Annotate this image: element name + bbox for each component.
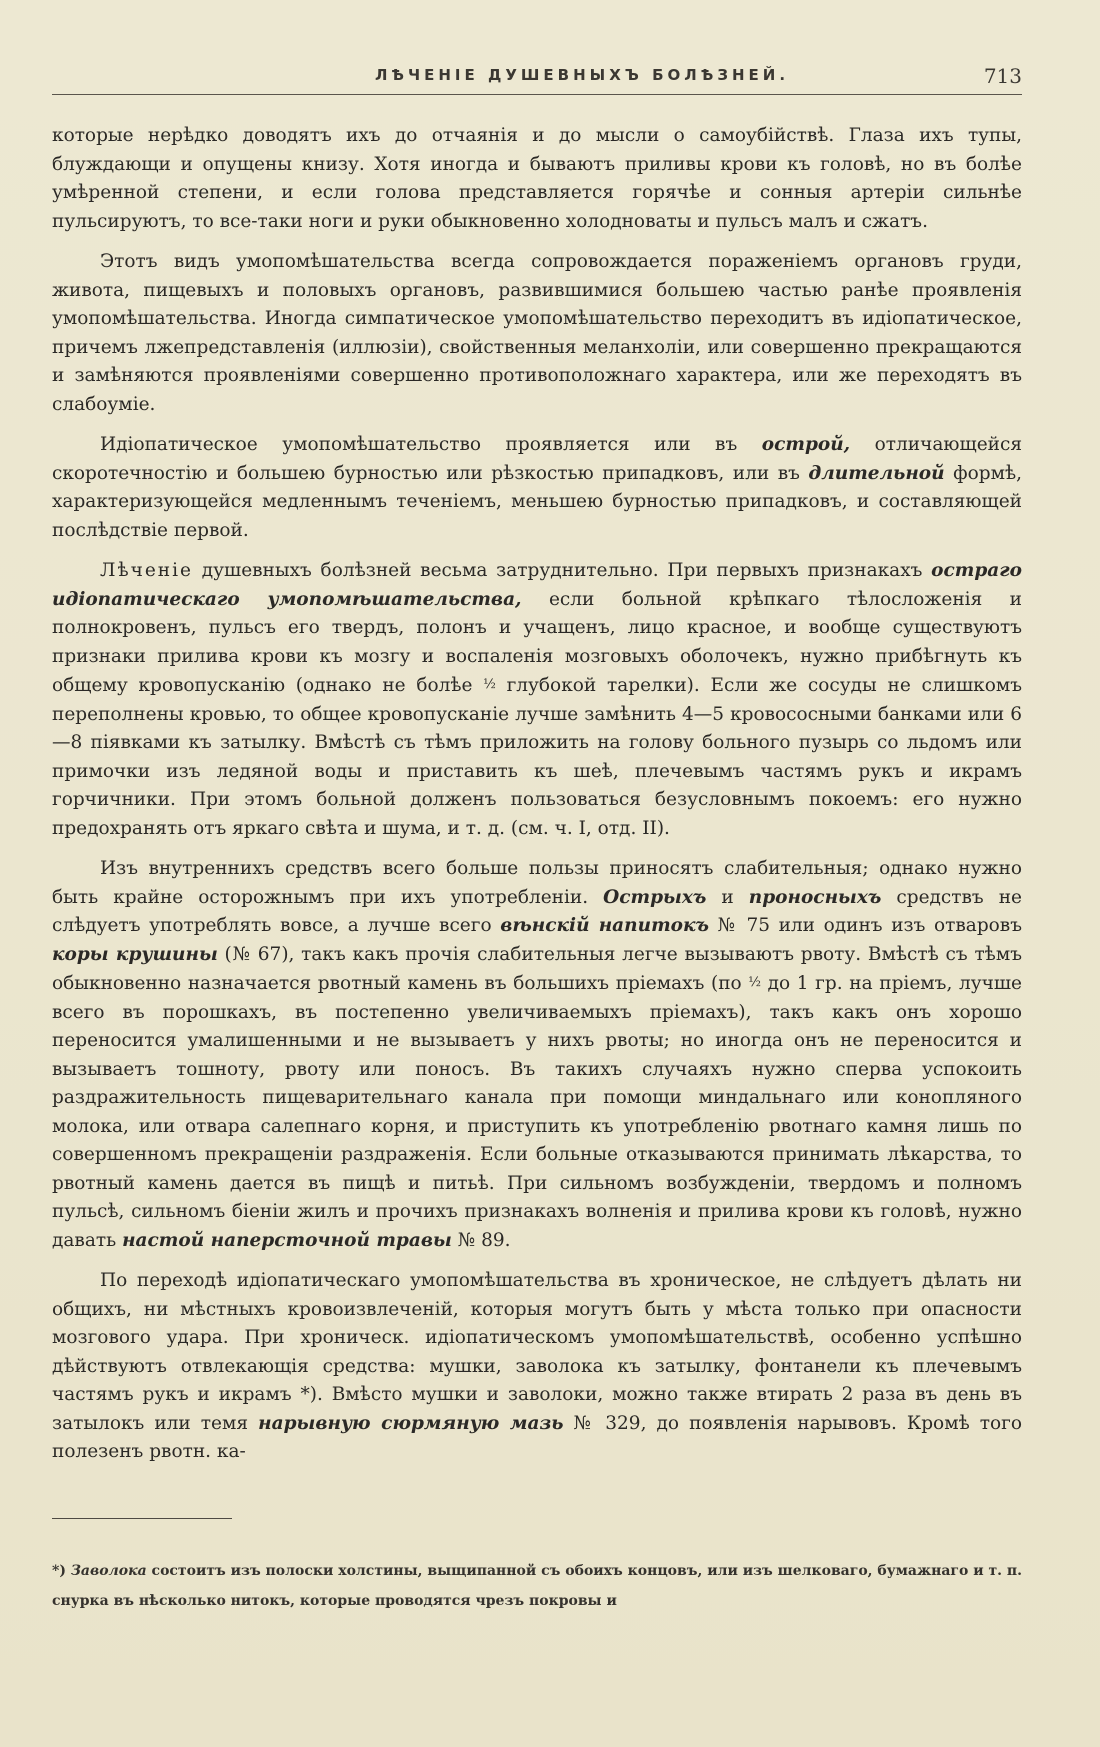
paragraph-1 xyxy=(52,122,1022,236)
text-run: По переходѣ идіопатическаго умопомѣшательства въ хроническое, не слѣдуетъ дѣлать ни общихъ, ни мѣстныхъ кровоизвлеченій, которыя могутъ быть у мѣста только при опасности мозгового удара. При хроническ. идіопатическомъ умопомѣшательствѣ, особенно успѣшно дѣйствуютъ отвлекающія средства: мушки, заволока къ затылку, фонтанели къ плечевымъ частямъ рукъ и икрамъ *). Вмѣсто мушки и заволоки, можно также втирать 2 раза въ день въ затылокъ или темя xyxy=(52,1270,1022,1434)
footnote-divider xyxy=(52,1518,232,1519)
text-run: душевныхъ болѣзней весьма затруднительно. При первыхъ признакахъ xyxy=(192,560,932,581)
emphasis-text: длительной xyxy=(808,462,945,484)
text-run: которые нерѣдко доводятъ ихъ до отчаянія и до мысли о самоубійствѣ. Глаза ихъ тупы, блуждающи и опущены книзу. Хотя иногда и бываютъ приливы крови къ головѣ, но въ болѣе умѣренной степени, и если голова представляется горячѣе и сонныя артеріи сильнѣе пульсируютъ, то все-таки ноги и руки обыкновенно холодноваты и пульсъ малъ и сжатъ. xyxy=(52,125,1022,232)
spaced-heading-word: Лѣченіе xyxy=(100,560,193,581)
emphasis-text: коры крушины xyxy=(52,943,218,965)
text-run: средствъ не слѣдуетъ употреблять вовсе, а лучше всего xyxy=(52,886,1023,936)
text-run: Этотъ видъ умопомѣшательства всегда сопровождается пораженіемъ органовъ груди, живота, пищевыхъ и половыхъ органовъ, развившимися большею частью ранѣе проявленія умопомѣшательства. Иногда симпатическое умопомѣшательство переходитъ въ идіопатическое, причемъ лжепредставленія (иллюзіи), свойственныя меланхоліи, или совершенно прекращаются и замѣняются проявленіями совершенно противоположнаго характера, или же переходятъ въ слабоуміе. xyxy=(52,251,1022,415)
emphasis-text: Острыхъ xyxy=(603,886,707,908)
paragraph-5 xyxy=(52,855,1022,1255)
body-text xyxy=(52,122,1022,1479)
text-run: и xyxy=(706,886,749,908)
text-run: № 329, до появленія нарывовъ. Кромѣ того полезенъ рвотн. ка- xyxy=(52,1412,1022,1462)
emphasis-text: настой наперсточной травы xyxy=(122,1229,452,1251)
footnote-term: Заволока xyxy=(70,1563,147,1579)
emphasis-text: остраго идіопатическаго умопомѣшательства, xyxy=(52,560,1022,610)
emphasis-text: вѣнскій напитокъ xyxy=(500,915,709,936)
paragraph-4 xyxy=(52,557,1022,843)
text-run: формѣ, характеризующейся медленнымъ теченіемъ, меньшею бурностью припадковъ, и составляющей послѣдствіе первой. xyxy=(52,462,1022,541)
text-run: Изъ внутреннихъ средствъ всего больше пользы приносятъ слабительныя; однако нужно быть крайне осторожнымъ при ихъ употребленіи. xyxy=(52,858,1022,908)
emphasis-text: острой, xyxy=(761,434,851,455)
footnote-marker: *) xyxy=(52,1563,71,1579)
footnote xyxy=(52,1556,1022,1616)
text-run: № 89. xyxy=(451,1229,511,1251)
fraction: ½ xyxy=(483,677,496,692)
text-run: Идіопатическое умопомѣшательство проявляется или въ xyxy=(100,434,762,455)
page-header xyxy=(52,64,1022,95)
text-run: до 1 гр. на пріемъ, лучше всего въ порошкахъ, въ постепенно увеличиваемыхъ пріемахъ), такъ какъ онъ хорошо переносится умалишенными и не вызываетъ у нихъ рвоты; но иногда онъ не переносится и вызываетъ тошноту, рвоту или поносъ. Въ такихъ случаяхъ нужно сперва успокоить раздражительность пищеварительнаго канала при помощи миндальнаго или конопляного молока, или отвара салепнаго корня, и приступить къ употребленію рвотнаго камня лишь по совершенномъ прекращеніи раздраженія. Если больные отказываются принимать лѣкарства, то рвотный камень дается въ пищѣ и питьѣ. При сильномъ возбужденіи, твердомъ и полномъ пульсѣ, сильномъ біеніи жилъ и прочихъ признакахъ волненія и прилива крови къ головѣ, нужно давать xyxy=(52,973,1022,1251)
text-run: если больной крѣпкаго тѣлосложенія и полнокровенъ, пульсъ его твердъ, полонъ и учащенъ, лицо красное, и вообще существуютъ признаки прилива крови къ мозгу и воспаленія мозговыхъ оболочекъ, нужно прибѣгнуть къ общему кровопусканію (однако не болѣе xyxy=(52,588,1022,696)
fraction: ½ xyxy=(748,975,761,990)
running-head: ЛѢЧЕНІЕ ДУШЕВНЫХЪ БОЛѢЗНЕЙ. xyxy=(374,66,790,84)
text-run: (№ 67), такъ какъ прочія слабительныя легче вызываютъ рвоту. Вмѣстѣ съ тѣмъ обыкновенно назначается рвотный камень въ большихъ пріемахъ (по xyxy=(52,943,1022,994)
paragraph-3 xyxy=(52,431,1022,545)
footnote-text: состоитъ изъ полоски холстины, выщипанной съ обоихъ концовъ, или изъ шелковаго, бумажнаго и т. п. снурка въ нѣсколько нитокъ, которые проводятся чрезъ покровы и xyxy=(52,1563,1022,1609)
text-run: № 75 или одинъ изъ отваровъ xyxy=(708,915,1022,936)
page-number: 713 xyxy=(983,64,1022,88)
paragraph-2 xyxy=(52,248,1022,419)
text-run: глубокой тарелки). Если же сосуды не слишкомъ переполнены кровью, то общее кровопусканіе лучше замѣнить 4—5 кровососными банками или 6—8 піявками къ затылку. Вмѣстѣ съ тѣмъ приложить на голову больного пузырь со льдомъ или примочки изъ ледяной воды и приставить къ шеѣ, плечевымъ частямъ рукъ и икрамъ горчичники. При этомъ больной долженъ пользоваться безусловнымъ покоемъ: его нужно предохранять отъ яркаго свѣта и шума, и т. д. (см. ч. I, отд. II). xyxy=(52,675,1023,839)
emphasis-text: проносныхъ xyxy=(748,886,882,908)
emphasis-text: нарывную сюрмяную мазь xyxy=(258,1412,564,1434)
text-run: отличающейся скоротечностію и большею бурностью или рѣзкостью припадковъ, или въ xyxy=(52,434,1022,484)
paragraph-6 xyxy=(52,1267,1022,1467)
